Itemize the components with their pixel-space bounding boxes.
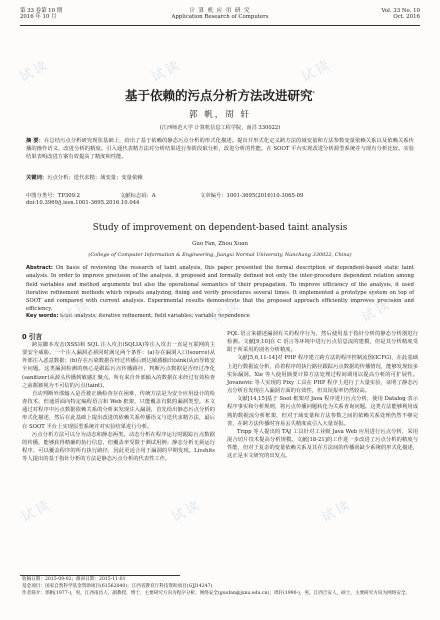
date-en: Oct. 2016 bbox=[393, 14, 420, 21]
watermark: 试读 bbox=[319, 497, 355, 526]
paragraph: Tripp 等人提出的 TAJ 工具针对工业级 Java Web 应用进行污点分析，采用混合切片技术提高分析规模。文献[18-21]的工作进一步改进了污点分析的精度与性能，但对于复杂的变量依赖关系及其在方法间的传播尚缺少系统的形式化描述，这正是本文研究的出发点。 bbox=[227, 428, 418, 460]
watermark: 试读 bbox=[299, 57, 335, 86]
paragraph: 污点分析方法可以分为动态和静态两类。动态分析在程序运行时跟踪污点数据的传播，能够获得精确的执行信息，但覆盖率受限于测试用例；静态分析无须运行程序，可以覆盖程序的所有执行路径，因此更适合用于漏洞的早期发现。Livshits 等人提出的基于指针分析的方法是静态污点分析的代表性工作。 bbox=[22, 431, 215, 463]
header-rule bbox=[20, 25, 420, 26]
watermark: 试读 bbox=[19, 497, 55, 526]
keywords-text-en: taint analysis; iterative refinement; field variables; variable dependence bbox=[60, 313, 250, 319]
footnote-rule bbox=[20, 575, 180, 576]
watermark: 试读 bbox=[169, 497, 205, 526]
document-code: 文献标志码：A bbox=[120, 193, 156, 199]
body-column-right bbox=[227, 330, 418, 461]
paragraph: PQL 语言来描述漏洞有关的程序行为，然后使用基于指针分析的静态分析器进行检测。文献[9,10]在 C 语言等环境中进行污点信息流的建模，但是其分析精度受限于所采用的别名分析精度。 bbox=[227, 331, 418, 354]
affiliation-cn: (江西师范大学 计算机信息工程学院，南昌 330022) bbox=[159, 125, 281, 131]
watermark: 试读 bbox=[59, 297, 95, 326]
date-cn: 2016 年 10 月 bbox=[20, 14, 57, 21]
keywords-text-cn: 污点分析；迭代求精；域变量；变量依赖 bbox=[47, 175, 143, 181]
volume-issue-en: Vol. 33 No. 10 bbox=[381, 8, 420, 14]
running-header bbox=[20, 8, 420, 24]
affiliation-en: (College of Computer Information & Engineering, Jiangxi Normal University, Nanchang 330022, China) bbox=[88, 252, 352, 258]
authors-cn: 郭 帆，周 轩 bbox=[189, 110, 251, 120]
paragraph: 文献[14,15]基于 Soot 框架对 Java 程序进行污点分析，使用 Datalog 表示程序事实和分析规则，将污点传播问题转化为关系查询问题。这类方法能够利用成熟的数据流分析框架，但对于域变量和方法参数之间的依赖关系处理仍然不够完善，在跨方法传播时容易丢失精度或引入大量误报。 bbox=[227, 396, 418, 427]
abstract-label-en: Abstract: bbox=[26, 265, 53, 271]
footnotes bbox=[22, 577, 418, 597]
journal-volume bbox=[381, 8, 420, 21]
journal-name bbox=[20, 8, 420, 21]
keywords-label-en: Key words: bbox=[26, 313, 59, 319]
journal-name-en: Application Research of Computers bbox=[171, 14, 269, 21]
abstract-text-en: On basis of reviewing the research of taint analysis, this paper presented the formal description of dependent-based static taint analysis. In order to improve precision of the analysis, it proposed and formally defined not only the inter-procedure dependent relation among field variables and method arguments but also the operational semantics of their propagation. To improve efficiency of the analysis, it used iterative refinement methods which repeats analyzing, fixing and verify procedures several times. It implemented a prototype system on top of SOOT and compared with current analysis. Experimental results demonstrate that the proposed approach efficiently improves precision and efficiency. bbox=[26, 265, 414, 313]
keywords-label-cn: 关键词： bbox=[26, 175, 48, 181]
article-number: 文章编号：1001-3695(2016)10-3065-09 bbox=[200, 193, 304, 199]
title-text: 基于依赖的污点分析方法改进研究 bbox=[124, 88, 313, 103]
body-column-left bbox=[22, 341, 215, 463]
abstract-text-cn: 在总结污点分析研究现状基础上，给出了基于依赖的静态污点分析的形式化描述。提出并形式化定义跨方法的域变量和方法参数变量依赖关系以及依赖关系传播的操作语义，改进分析的精度。引入通代表精方法对分析结果进行参阶段取分析，改进分析的性能。在 SOOT 平台实现改进分析源型系统并与现有分析比较。实验结果表明改进方案有效提高了精度和性能。 bbox=[26, 138, 414, 161]
author-bio: 作者简介：郭帆(1977-)，男，江西南昌人，副教授，博士，主要研究方向为程序分析、网络安全(guofan@jxnu.edu.cn)；周轩(1990-)，男，江西吉安人，硕士，主要研究方向为网络安全。 bbox=[22, 590, 411, 596]
abstract-label-cn: 摘 要： bbox=[26, 138, 44, 144]
doi: doi:10.3969/j.issn.1001-3695.2016.10.044 bbox=[26, 200, 140, 206]
keywords-cn bbox=[26, 174, 414, 182]
journal-name-cn: 计 算 机 应 用 研 究 bbox=[189, 8, 251, 14]
received-date: 收稿日期：2015-09-02；修回日期：2015-11-01 bbox=[22, 577, 126, 582]
volume-issue-cn: 第 33 卷第 10 期 bbox=[20, 8, 63, 14]
paragraph: 自动判断外部输入是否被正确检查存在困难，传统方法是为安全应用设计的检查技术，但通常面向特定编程语言和 Web 框架，只能覆盖有限的漏洞类型。本文通过对程序中污点数据依赖关系的分析来发现注入漏洞，首先给出静态污点分析的形式化描述，然后在此基础上提出改进的依赖关系传播语义与迭代求精方法，最后在 SOOT 平台上实现原型系统并对实验结果进行分析。 bbox=[22, 390, 215, 430]
fund-info: 基金项目：国家自然科学基金资助项目(61562040)；江西省教育厅科技资助项目(GJJ14247) bbox=[22, 583, 213, 589]
paragraph: 跨站脚本攻击(XSS)和 SQL 注入攻击(SQLIA)等注入攻击一直是互联网的主要安全威胁。一个注入漏洞必须同时满足两个条件：(a)存在漏洞入口(source)从外部注入恶意数据；(b)存在污染数据在经过传播后到达敏感输出(sink)从而导致安全问题。这类漏洞检测的核心是跟踪污点传播路径，判断污点数据是否经过净化(sanitizer)从源头传播到敏感汇聚点。所有来自外部输入的数据在未经过有效检查之前都被视为不可信的污点(taint)。 bbox=[22, 342, 215, 389]
watermark: 试读 bbox=[359, 297, 395, 326]
watermark: 试读 bbox=[209, 297, 245, 326]
section-heading-intro: 0 引言 bbox=[22, 333, 43, 341]
watermark: 试读 bbox=[149, 57, 185, 86]
abstract-cn bbox=[26, 137, 414, 161]
watermark: 试读 bbox=[17, 57, 53, 86]
authors-en: Guo Fan, Zhou Xuan bbox=[192, 241, 248, 247]
paper-title-cn bbox=[0, 86, 440, 104]
title-footnote-mark: * bbox=[312, 90, 315, 97]
paragraph: 文献[5,6,11-14]对 PHP 程序建立跨方法的程序控制流图(ICFG)，在此基础上进行数据流分析，沿着程序的执行路径跟踪污点数据的传播情况，能够发现较多实际漏洞。Xie 等人使用摘要计算方法处理过程间调用以提高分析的可扩展性。Jovanovic 等人实现的 Pixy 工具在 PHP 程序上进行了大量实验，证明了静态污点分析在发现注入漏洞方面的有效性，但其误报率仍然较高。 bbox=[227, 355, 418, 395]
clc-number: 中图分类号：TP309.2 bbox=[26, 193, 81, 199]
paper-title-en: Study of improvement on dependent-based taint analysis bbox=[92, 223, 348, 233]
